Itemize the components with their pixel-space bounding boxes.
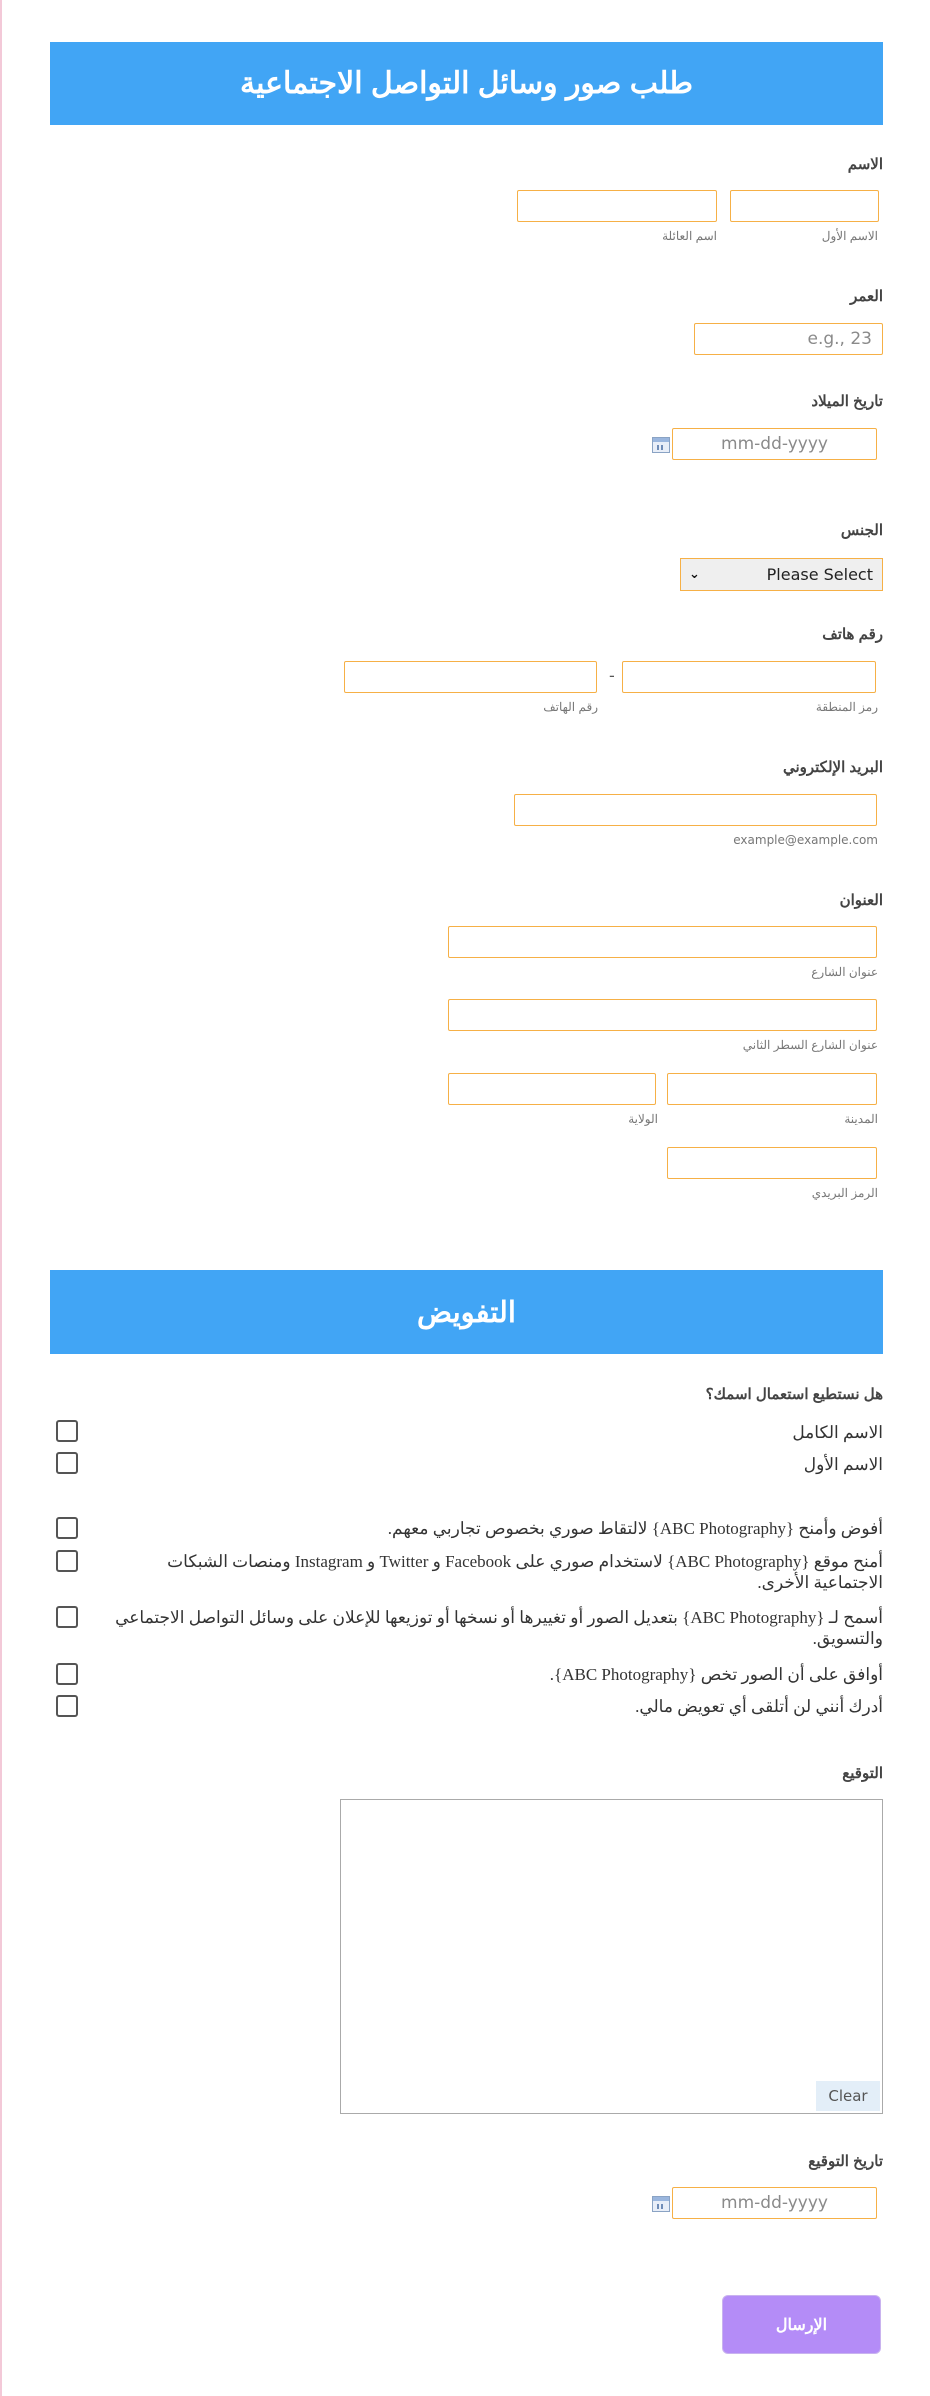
name-use-question: هل نستطيع استعمال اسمك؟ [705,1386,883,1403]
gender-selected-value: Please Select [766,565,873,584]
gender-select[interactable] [680,558,883,591]
street-sublabel: عنوان الشارع [811,965,878,979]
age-label: العمر [850,288,883,305]
phone-number-sublabel: رقم الهاتف [543,700,598,714]
option-first-name: الاسم الأول [803,1455,883,1474]
name-label: الاسم [847,156,883,173]
option-full-name: الاسم الكامل [792,1423,883,1442]
page-left-border [0,0,2,2396]
age-placeholder: e.g., 23 [807,329,872,349]
street2-sublabel: عنوان الشارع السطر الثاني [742,1038,878,1052]
birthdate-input[interactable] [672,428,877,460]
city-input[interactable] [667,1073,877,1105]
form-title-banner [50,42,883,125]
consent-no-compensation-text: أدرك أنني لن أتلقى أي تعويض مالي. [635,1697,883,1716]
age-input[interactable] [694,323,883,355]
first-name-sublabel: الاسم الأول [821,229,878,243]
signature-label: التوقيع [842,1765,883,1782]
signature-pad[interactable] [340,1799,883,2114]
street2-input[interactable] [448,999,877,1031]
checkbox-consent-social-use[interactable] [56,1550,78,1572]
last-name-input[interactable] [517,190,717,222]
email-label: البريد الإلكتروني [782,759,883,776]
email-sublabel: example@example.com [733,833,878,847]
checkbox-consent-capture[interactable] [56,1517,78,1539]
area-code-sublabel: رمز المنطقة [815,700,878,714]
phone-label: رقم هاتف [822,626,883,643]
first-name-input[interactable] [730,190,879,222]
calendar-icon[interactable] [652,437,670,453]
checkbox-consent-ownership[interactable] [56,1663,78,1685]
authorization-title: التفويض [417,1296,516,1329]
state-input[interactable] [448,1073,656,1105]
state-sublabel: الولاية [628,1112,658,1126]
address-label: العنوان [839,892,883,909]
city-sublabel: المدينة [844,1112,878,1126]
checkbox-first-name[interactable] [56,1452,78,1474]
birthdate-placeholder: mm-dd-yyyy [721,434,828,454]
phone-number-input[interactable] [344,661,597,693]
calendar-icon[interactable] [652,2196,670,2212]
authorization-banner [50,1270,883,1354]
clear-signature-button[interactable]: Clear [816,2081,880,2111]
submit-label: الإرسال [775,2316,828,2334]
signature-date-input[interactable] [672,2187,877,2219]
chevron-down-icon: ⌄ [689,567,700,582]
email-input[interactable] [514,794,877,826]
birthdate-label: تاريخ الميلاد [811,393,883,410]
checkbox-consent-edit[interactable] [56,1606,78,1628]
submit-button[interactable] [722,2295,881,2354]
checkbox-full-name[interactable] [56,1420,78,1442]
consent-social-use-text: أمنح موقع {ABC Photography} لاستخدام صوري على Facebook و Twitter و Instagram ومنصات الشبكات الاجتماعية الأخرى. [167,1552,883,1592]
area-code-input[interactable] [622,661,876,693]
phone-separator: - [609,666,615,685]
zip-sublabel: الرمز البريدي [811,1186,878,1200]
consent-ownership-text: أوافق على أن الصور تخص {ABC Photography}. [549,1665,883,1684]
consent-capture-text: أفوض وأمنح {ABC Photography} لالتقاط صوري بخصوص تجاربي معهم. [387,1519,883,1538]
street-input[interactable] [448,926,877,958]
signature-date-label: تاريخ التوقيع [808,2153,883,2170]
checkbox-consent-no-compensation[interactable] [56,1695,78,1717]
signature-date-placeholder: mm-dd-yyyy [721,2193,828,2213]
zip-input[interactable] [667,1147,877,1179]
consent-edit-text: أسمح لـ {ABC Photography} بتعديل الصور أو تغييرها أو نسخها أو توزيعها للإعلان على وسائل التواصل الاجتماعي والتسويق. [115,1608,883,1648]
last-name-sublabel: اسم العائلة [662,229,717,243]
gender-label: الجنس [840,522,883,539]
form-title: طلب صور وسائل التواصل الاجتماعية [239,67,694,100]
